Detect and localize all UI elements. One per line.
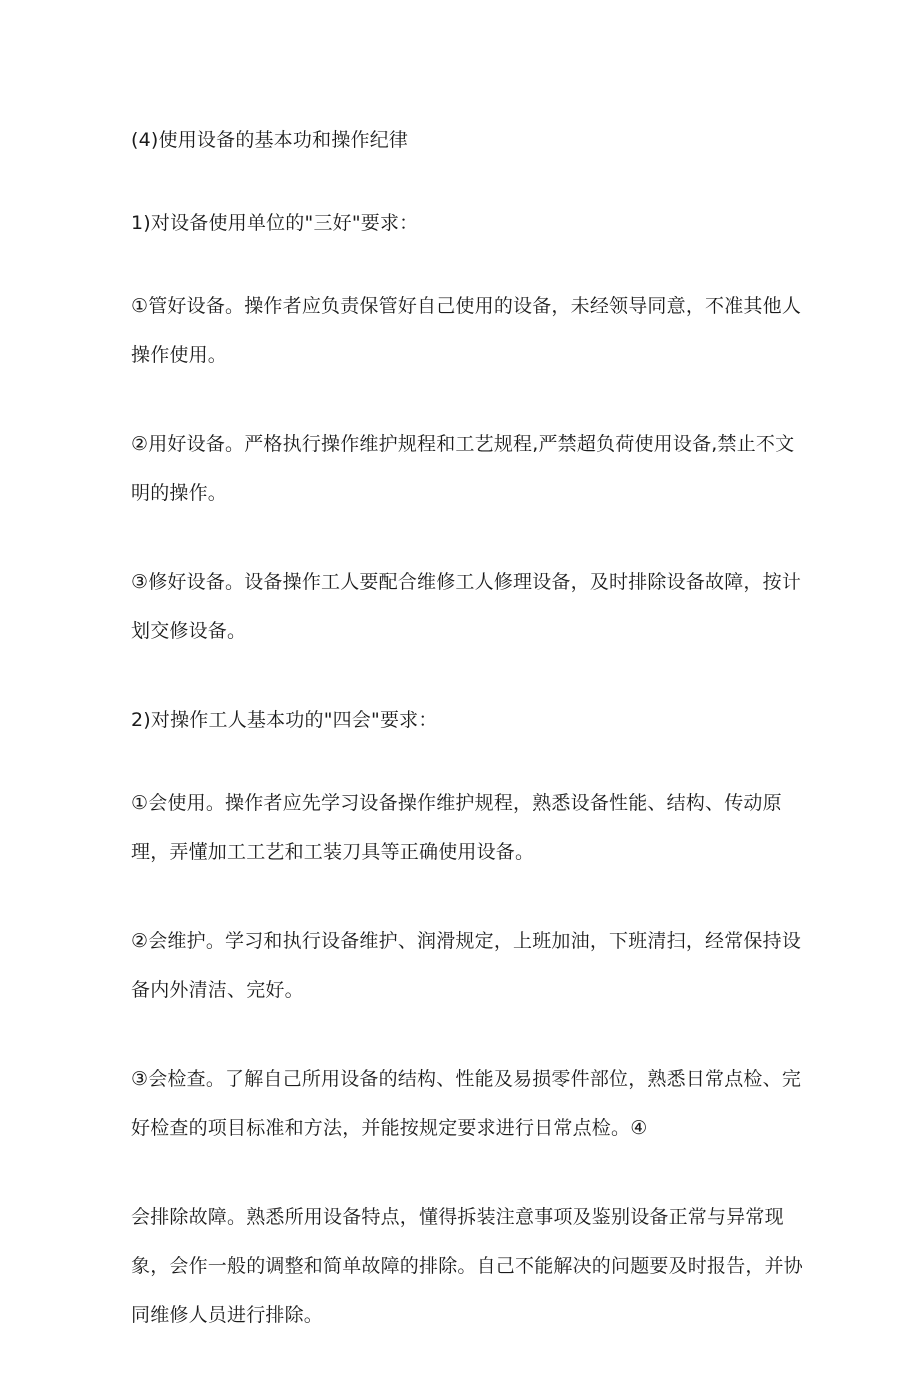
three-good-item-3: ③修好设备。设备操作工人要配合维修工人修理设备，及时排除设备故障，按计划交修设备。 bbox=[131, 571, 802, 642]
four-skills-item-2: ②会维护。学习和执行设备维护、润滑规定，上班加油，下班清扫，经常保持设备内外清洁、完好。 bbox=[131, 930, 802, 1001]
subsection-1-title: 1)对设备使用单位的"三好"要求： bbox=[131, 212, 419, 234]
document-body bbox=[131, 116, 811, 1380]
section-title: (4)使用设备的基本功和操作纪律 bbox=[131, 129, 409, 151]
four-skills-item-3: ③会检查。了解自己所用设备的结构、性能及易损零件部位，熟悉日常点检、完好检查的项目标准和方法，并能按规定要求进行日常点检。④ bbox=[131, 1068, 802, 1139]
four-skills-item-4: 会排除故障。熟悉所用设备特点，懂得拆装注意事项及鉴别设备正常与异常现象，会作一般的调整和简单故障的排除。自己不能解决的问题要及时报告，并协同维修人员进行排除。 bbox=[131, 1206, 804, 1326]
three-good-item-2: ②用好设备。严格执行操作维护规程和工艺规程,严禁超负荷使用设备,禁止不文明的操作。 bbox=[131, 433, 795, 504]
three-good-item-1: ①管好设备。操作者应负责保管好自己使用的设备，未经领导同意，不准其他人操作使用。 bbox=[131, 295, 802, 366]
four-skills-item-1: ①会使用。操作者应先学习设备操作维护规程，熟悉设备性能、结构、传动原理，弄懂加工工艺和工装刀具等正确使用设备。 bbox=[131, 792, 782, 863]
subsection-2-title: 2)对操作工人基本功的"四会"要求： bbox=[131, 709, 438, 731]
